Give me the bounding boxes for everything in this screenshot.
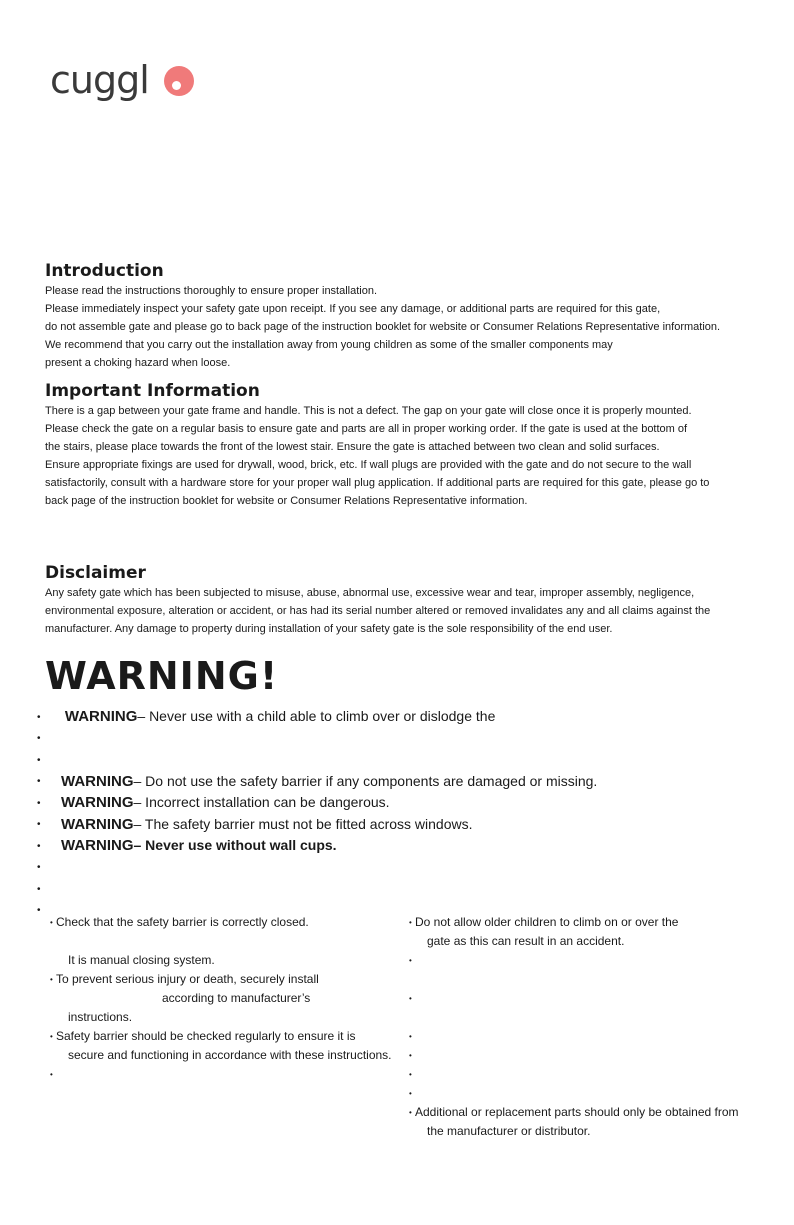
disclaimer-line: environmental exposure, alteration or accident, or has had its serial number altered or removed invalidates any and all claims against the: [45, 605, 711, 617]
warning-keyword: WARNING: [61, 794, 134, 811]
line-text: Additional or replacement parts should only be obtained from: [415, 1105, 739, 1119]
right-column-line: [409, 932, 779, 951]
line-text: according to manufacturer’s: [162, 991, 311, 1005]
warning-keyword: WARNING: [64, 708, 138, 725]
warning-item: [37, 771, 737, 793]
introduction-body: [45, 282, 755, 372]
right-column-line: [409, 1046, 779, 1065]
right-column-line: [409, 1027, 779, 1046]
important-line: Please check the gate on a regular basis to ensure gate and parts are all in proper working order. If the gate is used at the bottom of: [45, 423, 688, 435]
line-text: instructions.: [68, 1010, 133, 1024]
warning-keyword: WARNING: [61, 815, 134, 833]
introduction-line: present a choking hazard when loose.: [45, 357, 231, 369]
bullet: •: [409, 1108, 412, 1117]
bullet: •: [409, 956, 412, 965]
bullet: •: [409, 1089, 412, 1098]
line-text: secure and functioning in accordance with these instructions.: [68, 1048, 392, 1062]
important-line: the stairs, please place towards the front of the lowest stair. Ensure the gate is attached between two clean and solid surfaces.: [45, 441, 660, 453]
right-column-line: [409, 989, 779, 1008]
bullet: •: [37, 797, 41, 809]
left-column-line: [50, 989, 400, 1008]
important-body: [45, 402, 755, 510]
disclaimer-body: [45, 584, 755, 638]
right-column-line: [409, 1008, 779, 1027]
left-column-line: [50, 1046, 400, 1065]
important-line: There is a gap between your gate frame and handle. This is not a defect. The gap on your gate will close once it is properly mounted.: [45, 405, 692, 417]
bullet: •: [37, 883, 41, 895]
warning-item: [37, 835, 737, 857]
important-line: back page of the instruction booklet for website or Consumer Relations Representative information.: [45, 495, 528, 507]
bullet: •: [409, 1070, 412, 1079]
line-text: Do not allow older children to climb on or over the: [415, 915, 679, 929]
left-column-line: [50, 970, 400, 989]
introduction-line: Please immediately inspect your safety gate upon receipt. If you see any damage, or additional parts are required for this gate,: [45, 303, 661, 315]
bullet: •: [37, 754, 41, 766]
warning-item: [37, 814, 737, 836]
logo-wordmark: cuggl: [50, 58, 149, 102]
left-column-line: [50, 913, 400, 932]
warning-item: [37, 792, 737, 814]
right-column-line: [409, 951, 779, 970]
bullet: •: [409, 1032, 412, 1041]
right-column-line: [409, 913, 779, 932]
disclaimer-heading: Disclaimer: [45, 563, 146, 583]
line-text: Check that the safety barrier is correctly closed.: [56, 915, 309, 929]
introduction-line: Please read the instructions thoroughly to ensure proper installation.: [45, 285, 378, 297]
bullet: •: [37, 776, 41, 788]
bullet: •: [409, 918, 412, 927]
left-column-line: [50, 1065, 400, 1084]
line-text: the manufacturer or distributor.: [427, 1124, 591, 1138]
right-column-line: [409, 1103, 779, 1122]
logo-dot-icon: [164, 66, 194, 96]
warning-text: – Never use with a child able to climb over or dislodge the: [137, 708, 496, 724]
right-column: [409, 913, 779, 1141]
warning-item: [37, 749, 737, 771]
right-column-line: [409, 1122, 779, 1141]
important-heading: Important Information: [45, 381, 260, 401]
bullet: •: [50, 918, 53, 927]
important-line: Ensure appropriate fixings are used for drywall, wood, brick, etc. If wall plugs are provided with the gate and do not secure to the wall: [45, 459, 692, 471]
left-column-line: [50, 1027, 400, 1046]
warning-item: [37, 857, 737, 879]
introduction-line: We recommend that you carry out the installation away from young children as some of the smaller components may: [45, 339, 613, 351]
line-text: gate as this can result in an accident.: [427, 934, 625, 948]
bullet: •: [37, 733, 41, 745]
disclaimer-line: manufacturer. Any damage to property during installation of your safety gate is the sole responsibility of the end user.: [45, 623, 613, 635]
bullet: •: [37, 711, 41, 723]
line-text: To prevent serious injury or death, securely install: [56, 972, 319, 986]
right-column-line: [409, 1065, 779, 1084]
left-column-line: [50, 932, 400, 951]
warning-title: WARNING!: [45, 654, 279, 698]
bullet: •: [50, 975, 53, 984]
warning-text: – Do not use the safety barrier if any components are damaged or missing.: [133, 772, 598, 789]
introduction-line: do not assemble gate and please go to back page of the instruction booklet for website or Consumer Relations Representative information.: [45, 321, 721, 333]
warning-text: – Incorrect installation can be dangerous.: [133, 794, 390, 810]
warning-text: – Never use without wall cups.: [133, 837, 337, 853]
warning-keyword: WARNING: [61, 837, 134, 854]
line-text: It is manual closing system.: [68, 953, 215, 967]
bullet: •: [37, 819, 41, 831]
warning-item: [37, 706, 737, 728]
right-column-line: [409, 1084, 779, 1103]
left-column: [50, 913, 400, 1084]
important-line: satisfactorily, consult with a hardware store for your proper wall plug application. If additional parts are required for this gate, please go to: [45, 477, 710, 489]
disclaimer-line: Any safety gate which has been subjected to misuse, abuse, abnormal use, excessive wear and tear, improper assembly, negligence,: [45, 587, 695, 599]
bullet: •: [409, 1051, 412, 1060]
bullet: •: [50, 1070, 53, 1079]
right-column-line: [409, 970, 779, 989]
warning-item: [37, 728, 737, 750]
bullet: •: [37, 905, 41, 917]
bullet: •: [409, 994, 412, 1003]
warning-list: [37, 706, 737, 921]
bullet: •: [37, 840, 41, 852]
bullet: •: [50, 1032, 53, 1041]
warning-item: [37, 878, 737, 900]
warning-keyword: WARNING: [61, 772, 134, 790]
introduction-heading: Introduction: [45, 261, 164, 281]
bullet: •: [37, 862, 41, 874]
line-text: Safety barrier should be checked regularly to ensure it is: [56, 1029, 356, 1043]
warning-text: – The safety barrier must not be fitted across windows.: [133, 815, 473, 832]
left-column-line: [50, 951, 400, 970]
left-column-line: [50, 1008, 400, 1027]
